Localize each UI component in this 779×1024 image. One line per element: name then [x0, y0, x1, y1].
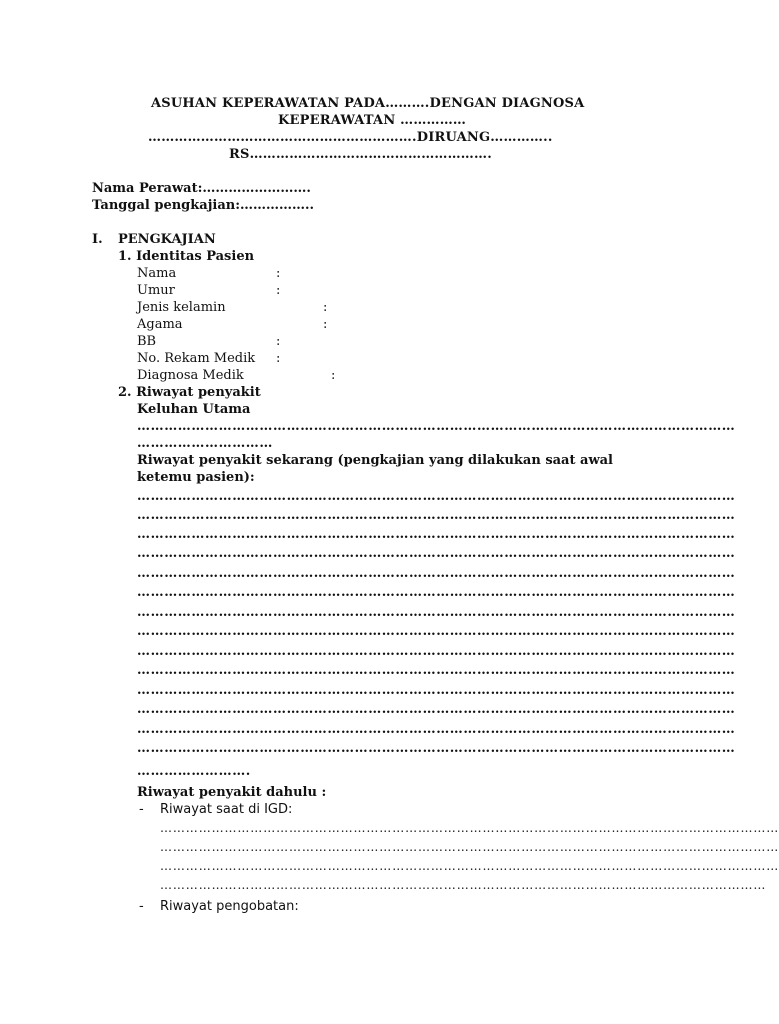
field-colon: : — [323, 317, 328, 332]
present-illness-label-cont: ketemu pasien): — [137, 470, 255, 485]
identity-heading: 1. Identitas Pasien — [118, 249, 255, 264]
form-title-line-4: RS………………………………………………. — [229, 147, 492, 162]
history-heading: 2. Riwayat penyakit — [118, 385, 261, 400]
present-illness-dotline: …………………………………………………………………………………………………………………… — [137, 489, 736, 504]
present-illness-dotline: …………………………………………………………………………………………………………………… — [137, 722, 736, 737]
present-illness-dotline: …………………………………………………………………………………………………………………… — [137, 741, 736, 756]
present-illness-dotline: …………………………………………………………………………………………………………………… — [137, 702, 736, 717]
list-bullet: - — [139, 802, 144, 817]
present-illness-dotline: …………………………………………………………………………………………………………………… — [137, 644, 736, 659]
present-illness-dotline: ……………………. — [137, 764, 251, 779]
field-label-bb: BB — [137, 334, 157, 349]
field-colon: : — [323, 300, 328, 315]
field-colon: : — [276, 266, 281, 281]
chief-complaint-dotline: ………………………… — [137, 436, 273, 451]
medication-history-label: Riwayat pengobatan: — [160, 899, 299, 914]
nurse-name-field: Nama Perawat:……………………. — [92, 181, 311, 196]
field-colon: : — [276, 334, 281, 349]
list-bullet: - — [139, 899, 144, 914]
chief-complaint-dotline: …………………………………………………………………………………………………………………… — [137, 419, 736, 434]
present-illness-dotline: …………………………………………………………………………………………………………………… — [137, 624, 736, 639]
er-history-label: Riwayat saat di IGD: — [160, 802, 293, 817]
field-label-diagnosa-medik: Diagnosa Medik — [137, 368, 244, 383]
present-illness-dotline: …………………………………………………………………………………………………………………… — [137, 527, 736, 542]
field-label-agama: Agama — [137, 317, 183, 332]
field-colon: : — [276, 283, 281, 298]
form-title-line-3: …………………………………………………….DIRUANG………….. — [148, 130, 553, 145]
present-illness-dotline: …………………………………………………………………………………………………………………… — [137, 566, 736, 581]
er-history-dotline: ……………………………………………………………………………………………………………………………… — [160, 859, 779, 873]
field-label-umur: Umur — [137, 283, 175, 298]
past-illness-label: Riwayat penyakit dahulu : — [137, 785, 327, 800]
section-title: PENGKAJIAN — [118, 232, 216, 247]
chief-complaint-label: Keluhan Utama — [137, 402, 251, 417]
present-illness-dotline: …………………………………………………………………………………………………………………… — [137, 605, 736, 620]
er-history-dotline: …………………………………………………………………………………………………………………………… — [160, 878, 767, 892]
present-illness-dotline: …………………………………………………………………………………………………………………… — [137, 508, 736, 523]
field-label-rekam-medik: No. Rekam Medik — [137, 351, 256, 366]
present-illness-dotline: …………………………………………………………………………………………………………………… — [137, 585, 736, 600]
er-history-dotline: ……………………………………………………………………………………………………………………………… — [160, 840, 779, 854]
present-illness-dotline: …………………………………………………………………………………………………………………… — [137, 683, 736, 698]
present-illness-dotline: …………………………………………………………………………………………………………………… — [137, 663, 736, 678]
present-illness-label: Riwayat penyakit sekarang (pengkajian yang dilakukan saat awal — [137, 453, 613, 468]
er-history-dotline: ……………………………………………………………………………………………………………………………… — [160, 821, 779, 835]
field-colon: : — [331, 368, 336, 383]
field-label-jenis-kelamin: Jenis kelamin — [137, 300, 226, 315]
form-title-line-2: KEPERAWATAN …………… — [278, 113, 467, 128]
assessment-date-field: Tanggal pengkajian:…………….. — [92, 198, 315, 213]
field-label-nama: Nama — [137, 266, 177, 281]
field-colon: : — [276, 351, 281, 366]
section-number: I. — [92, 232, 103, 247]
present-illness-dotline: …………………………………………………………………………………………………………………… — [137, 546, 736, 561]
form-title-line-1: ASUHAN KEPERAWATAN PADA……….DENGAN DIAGNOSA — [151, 96, 585, 111]
